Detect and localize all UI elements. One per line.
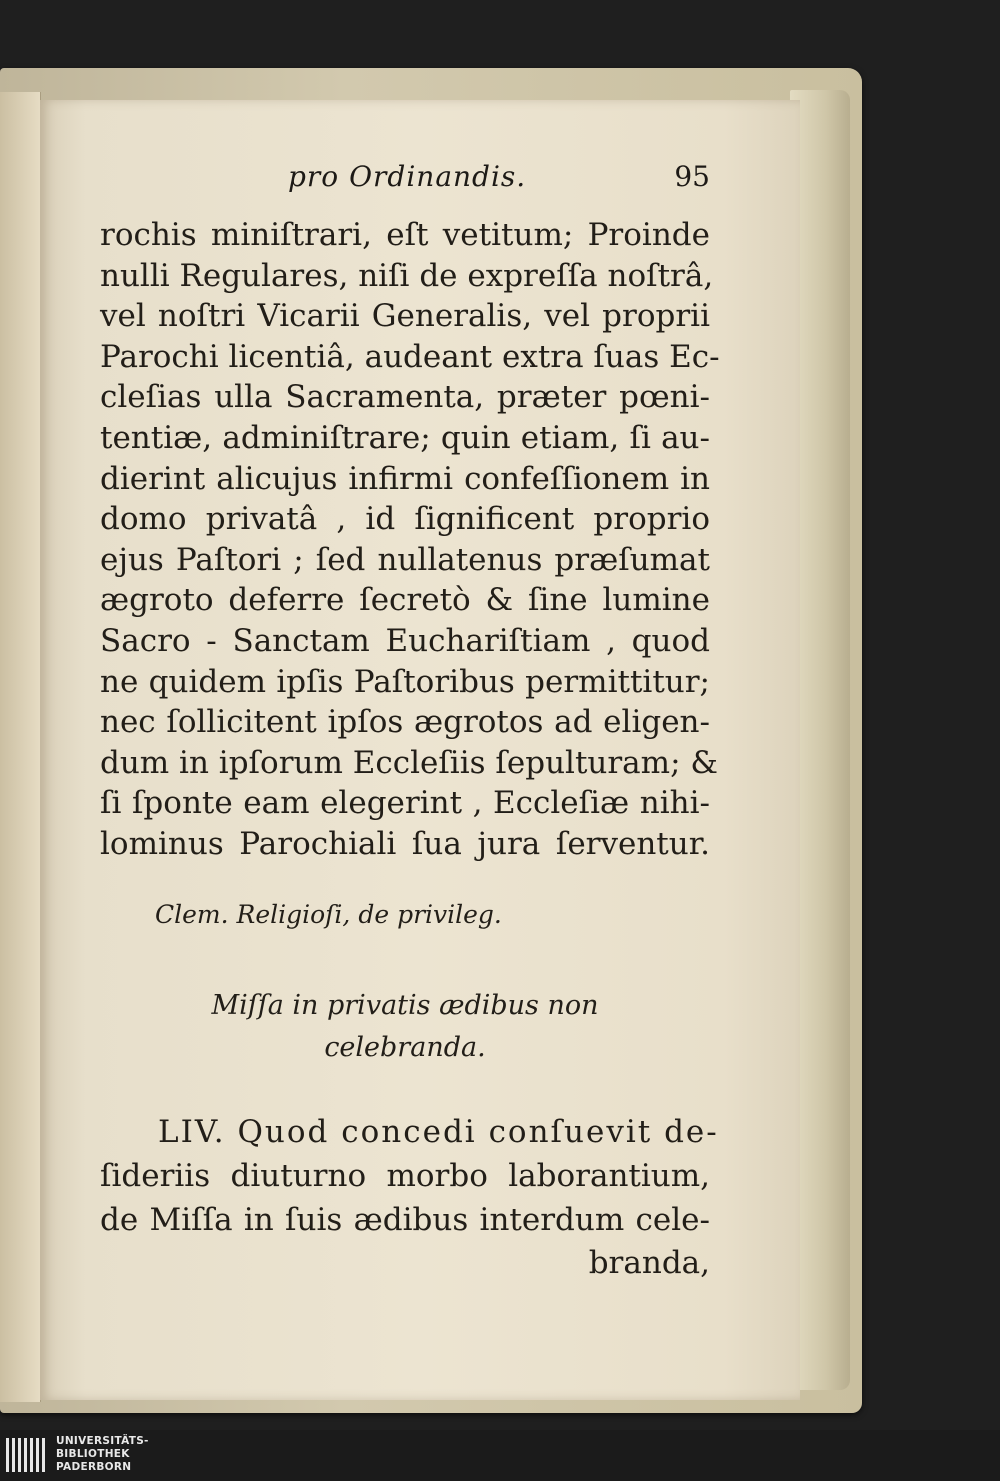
library-name-line: BIBLIOTHEK [56, 1448, 130, 1460]
text-line: nulli Regulares, niſi de expreſſa noſtrâ, [100, 257, 714, 294]
library-name-line: PADERBORN [56, 1461, 132, 1473]
text-line: rochis miniſtrari, eſt vetitum; Proinde [100, 217, 710, 253]
catchword: branda, [588, 1245, 710, 1281]
page-number: 95 [674, 160, 710, 193]
section-first-line [100, 1110, 719, 1154]
library-footer [0, 1430, 1000, 1481]
text-line: tentiæ, adminiſtrare; quin etiam, ſi au- [100, 419, 710, 456]
text-line: cleſias ulla Sacramenta, præter pœni- [100, 379, 710, 416]
text-line: nec ſollicitent ipſos ægrotos ad eligen- [100, 704, 710, 741]
text-line: vel noſtri Vicarii Generalis, vel proprii [100, 298, 710, 335]
text-line: domo privatâ , id ſignificent proprio [100, 501, 710, 538]
library-name [56, 1435, 149, 1474]
text-line: Sacro - Sanctam Euchariſtiam , quod [100, 622, 710, 659]
text-line: dum in ipſorum Eccleſiis ſepulturam; & [100, 744, 718, 781]
citation: Clem. Religioſi, de privileg. [155, 900, 502, 929]
library-name-line: UNIVERSITÄTS- [56, 1435, 149, 1447]
section-title-line: celebranda. [324, 1032, 486, 1063]
section-title [100, 985, 710, 1069]
section-number: LIV. [158, 1114, 226, 1150]
body-text [100, 215, 720, 865]
page-header [100, 160, 710, 204]
library-logo-icon [4, 1434, 50, 1478]
section-title-line: Miſſa in privatis ædibus non [211, 990, 599, 1021]
previous-page-edge [0, 92, 41, 1402]
text-line: dierint alicujus infirmi confeſſionem in [100, 460, 710, 497]
section-line: Quod concedi conſuevit de- [237, 1114, 719, 1150]
text-line: ægroto deferre ſecretò & ſine lumine [100, 582, 710, 619]
section-line: de Miſſa in ſuis ædibus interdum cele- [100, 1202, 710, 1238]
text-line: Parochi licentiâ, audeant extra ſuas Ec- [100, 338, 720, 375]
text-line: ne quidem ipſis Paſtoribus permittitur; [100, 663, 710, 700]
text-line: ſi ſponte eam elegerint , Eccleſiæ nihi- [100, 785, 710, 822]
section-line: ſideriis diuturno morbo laborantium, [100, 1158, 710, 1194]
text-line: ejus Paſtori ; ſed nullatenus præſumat [100, 541, 710, 578]
text-line: lominus Parochiali ſua jura ſerventur. [100, 825, 710, 862]
section-body [100, 1110, 719, 1242]
running-title: pro Ordinandis. [288, 160, 527, 193]
